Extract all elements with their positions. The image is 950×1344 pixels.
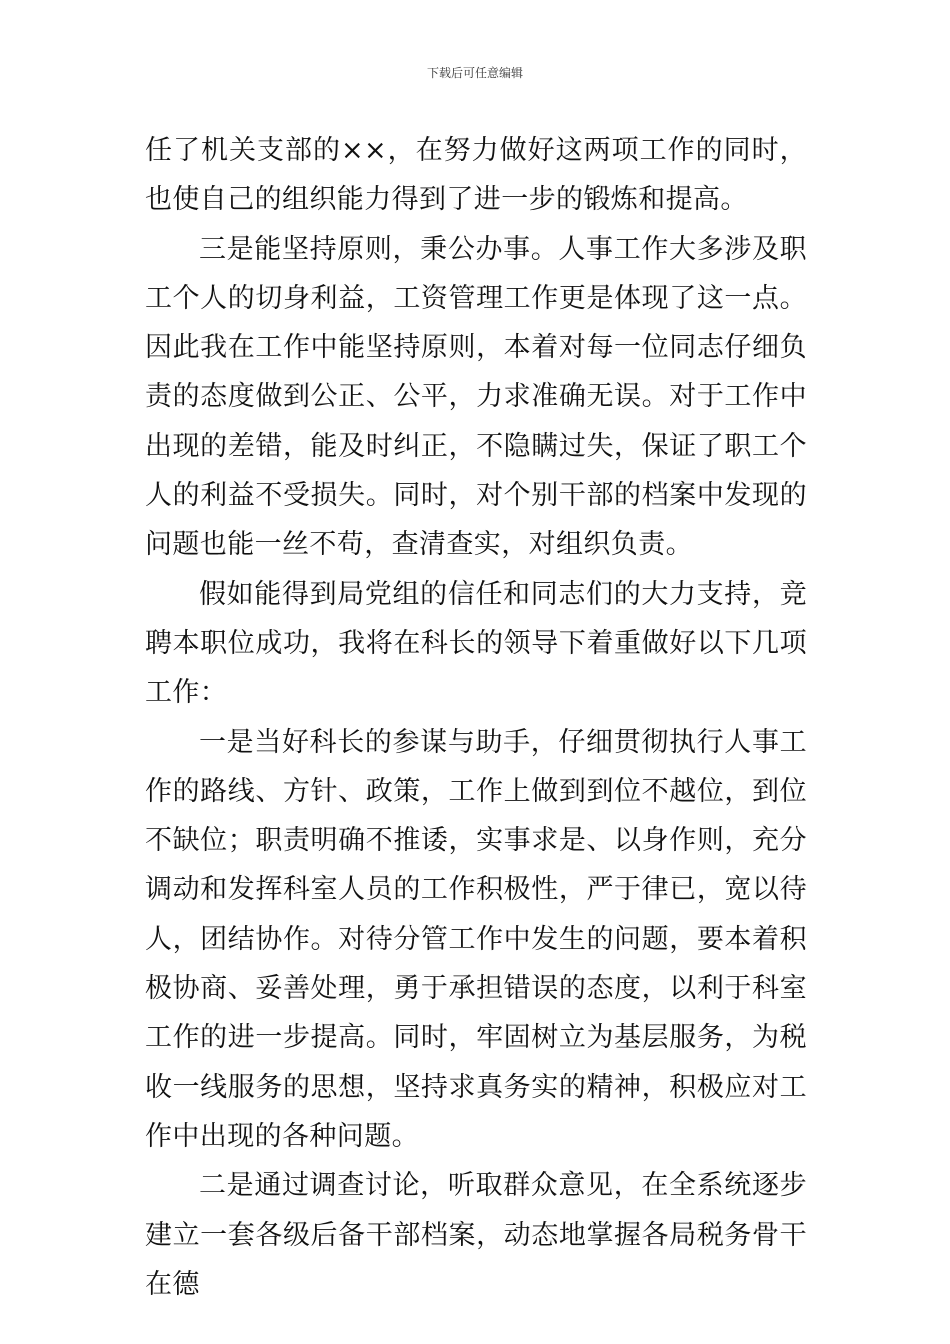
paragraph-continuation: 任了机关支部的××，在努力做好这两项工作的同时，也使自己的组织能力得到了进一步的锻炼和提高。 xyxy=(145,135,807,216)
paragraph-intro-plans: 假如能得到局党组的信任和同志们的大力支持，竞聘本职位成功，我将在科长的领导下着重做好以下几项工作： xyxy=(145,578,807,709)
paragraph-plan-one: 一是当好科长的参谋与助手，仔细贯彻执行人事工作的路线、方针、政策，工作上做到到位不越位，到位不缺位；职责明确不推诿，实事求是、以身作则，充分调动和发挥科室人员的工作积极性，严于律已，宽以待人，团结协作。对待分管工作中发生的问题，要本着积极协商、妥善处理，勇于承担错误的态度，以利于科室工作的进一步提高。同时，牢固树立为基层服务，为税收一线服务的思想，坚持求真务实的精神，积极应对工作中出现的各种问题。 xyxy=(145,726,807,1152)
paragraph-principles: 三是能坚持原则，秉公办事。人事工作大多涉及职工个人的切身利益，工资管理工作更是体现了这一点。因此我在工作中能坚持原则，本着对每一位同志仔细负责的态度做到公正、公平，力求准确无误。对于工作中出现的差错，能及时纠正，不隐瞒过失，保证了职工个人的利益不受损失。同时，对个别干部的档案中发现的问题也能一丝不苟，查清查实，对组织负责。 xyxy=(145,233,807,561)
document-body xyxy=(145,126,807,1309)
paragraph-plan-two: 二是通过调查讨论，听取群众意见，在全系统逐步建立一套各级后备干部档案，动态地掌握各局税务骨干在德 xyxy=(145,1170,807,1300)
page-header: 下载后可任意编辑 xyxy=(426,66,523,80)
